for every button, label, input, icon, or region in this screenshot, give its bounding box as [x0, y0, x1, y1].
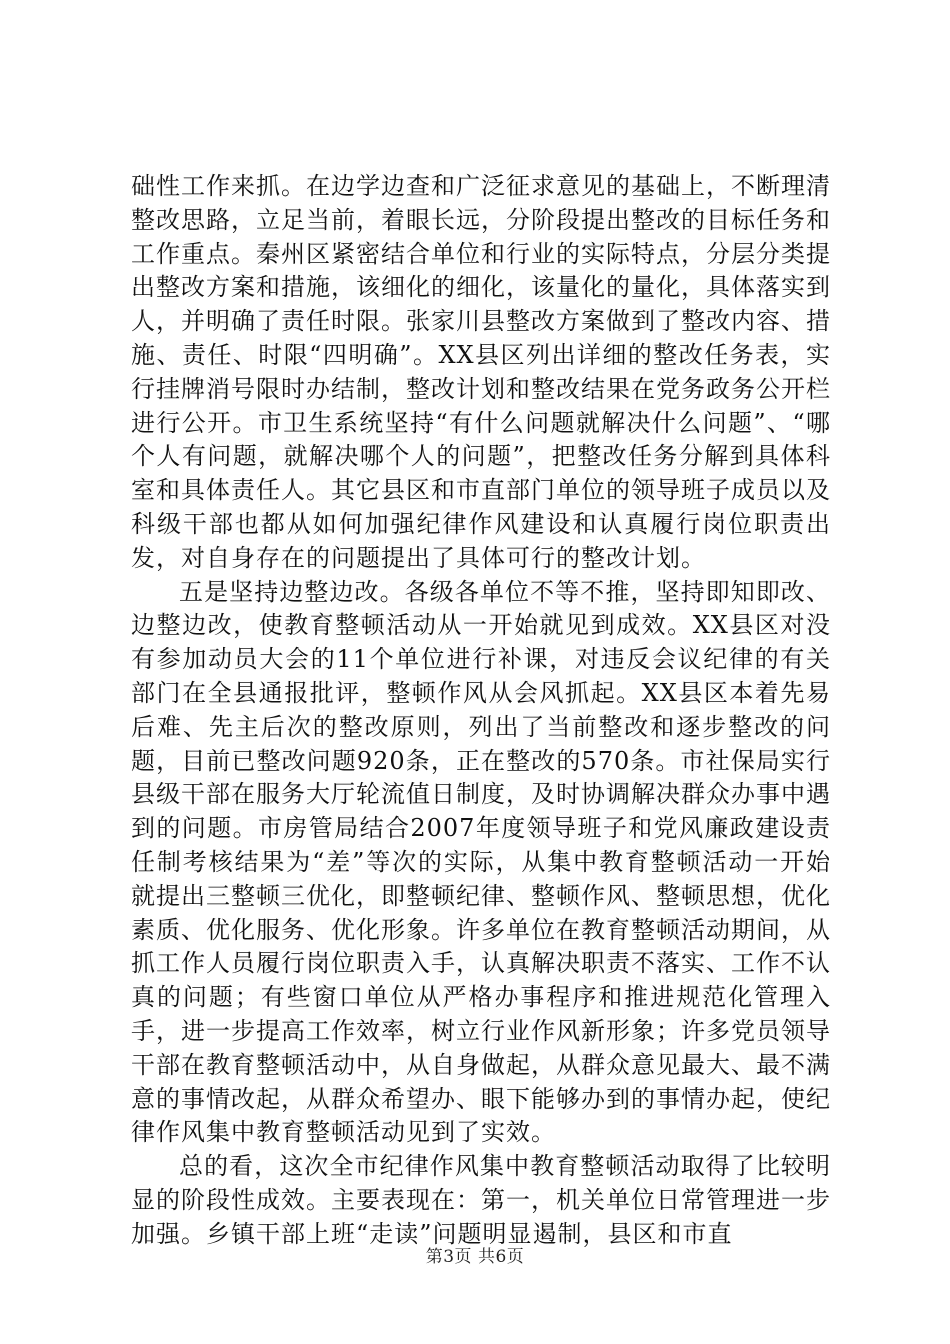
paragraph-1: 础性工作来抓。在边学边查和广泛征求意见的基础上，不断理清整改思路，立足当前，着眼长远，分阶段提出整改的目标任务和工作重点。秦州区紧密结合单位和行业的实际特点，分层分类提出整改方案和措施，该细化的细化，该量化的量化，具体落实到人，并明确了责任时限。张家川县整改方案做到了整改内容、措施、责任、时限“四明确”。XX县区列出详细的整改任务表，实行挂牌消号限时办结制，整改计划和整改结果在党务政务公开栏进行公开。市卫生系统坚持“有什么问题就解决什么问题”、“哪个人有问题，就解决哪个人的问题”，把整改任务分解到具体科室和具体责任人。其它县区和市直部门单位的领导班子成员以及科级干部也都从如何加强纪律作风建设和认真履行岗位职责出发，对自身存在的问题提出了具体可行的整改计划。 [131, 172, 831, 572]
document-body [131, 170, 831, 1252]
paragraph-3: 总的看，这次全市纪律作风集中教育整顿活动取得了比较明显的阶段性成效。主要表现在：第一，机关单位日常管理进一步加强。乡镇干部上班“走读”问题明显遏制，县区和市直 [131, 1152, 831, 1248]
page-number-label: 第3页 共6页 [425, 1247, 525, 1267]
paragraph-2: 五是坚持边整边改。各级各单位不等不推，坚持即知即改、边整边改，使教育整顿活动从一开始就见到成效。XX县区对没有参加动员大会的11个单位进行补课，对违反会议纪律的有关部门在全县通报批评，整顿作风从会风抓起。XX县区本着先易后难、先主后次的整改原则，列出了当前整改和逐步整改的问题，目前已整改问题920条，正在整改的570条。市社保局实行县级干部在服务大厅轮流值日制度，及时协调解决群众办事中遇到的问题。市房管局结合2007年度领导班子和党风廉政建设责任制考核结果为“差”等次的实际，从集中教育整顿活动一开始就提出三整顿三优化，即整顿纪律、整顿作风、整顿思想，优化素质、优化服务、优化形象。许多单位在教育整顿活动期间，从抓工作人员履行岗位职责入手，认真解决职责不落实、工作不认真的问题；有些窗口单位从严格办事程序和推进规范化管理入手，进一步提高工作效率，树立行业作风新形象；许多党员领导干部在教育整顿活动中，从自身做起，从群众意见最大、最不满意的事情改起，从群众希望办、眼下能够办到的事情办起，使纪律作风集中教育整顿活动见到了实效。 [131, 577, 831, 1147]
page-footer [0, 1242, 950, 1267]
